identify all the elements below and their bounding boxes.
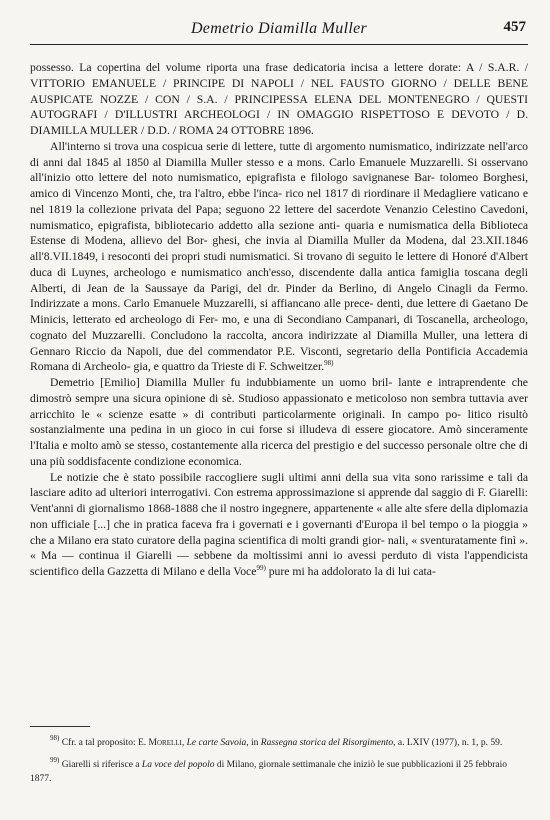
paragraph-last-years: [30, 470, 528, 580]
text-line: a lettere dorate: A / S.A.R. / VITTORIO EMANUELE / PRINCIPE DI: [30, 61, 529, 90]
text-line: AUTOGRAFI / D'ILLUSTRI ARCHEOLOGI / IN OMAGGIO RISPETTOSO: [30, 108, 430, 122]
text-line: Indirizzate a mons. Carlo Emanuele Muzzarelli, si affiancano alle prece-: [30, 297, 374, 311]
text-line: « alle alte sfere della diplomazia non ufficiale [...] che in pratica faceva: [30, 502, 529, 531]
text-line: Con estrema approssimazione si apprende dal saggio di F. Giarelli:: [213, 486, 528, 500]
text-line: nali, « sventuratamente finì ». « Ma — continua il Giarelli — sebbene da: [30, 533, 528, 563]
text-line: moltissimi anni io avessi perduto di vista l'appendicista scientifico della: [30, 549, 528, 578]
body-text: [30, 60, 528, 580]
footnote-99: [30, 758, 528, 786]
footnote-ref-98[interactable]: 98): [324, 359, 334, 368]
page-number: 457: [503, 19, 526, 35]
text-line: All'interno si trova una cospicua serie di lettere, tutte di argomento: [50, 139, 366, 153]
text-line: litico risultò sostanzialmente una pedina in un gioco in cui forse si: [30, 407, 529, 437]
text-line: mo, e una di Secondiano Campanari, di Toscanella, archeologo, cognato: [30, 313, 529, 342]
paragraph-letters: [30, 139, 528, 375]
text-line: Cavedoni, numismatico, epigrafista, bibliotecario addetto alla sezione anti-: [30, 202, 529, 232]
footnote-text: Giarelli si riferisce a: [59, 760, 142, 770]
footnote-text: Cfr. a tal proposito: E.: [59, 738, 149, 748]
footnote-text: , a. LXIV (1977), n. 1, p. 59.: [393, 738, 503, 748]
running-title: Demetrio Diamilla Muller: [190, 20, 368, 37]
footnote-text: ,: [181, 738, 187, 748]
paragraph-dedication: [30, 60, 528, 139]
running-header: [30, 14, 528, 45]
text-line: privata del Papa; seguono 22 lettere del sacerdote Venanzio Celestino: [140, 202, 477, 216]
text-line: Studioso appassionato e meticoloso non sembra tuttavia aver arricchito: [30, 391, 528, 421]
footnote-mark: 98): [50, 734, 60, 742]
text-line: numismatico, indirizzate nell'arco di anni dal 1845 al 1850 al Diamilla: [30, 139, 528, 169]
text-line: possesso. La copertina del volume riporta una frase dedicatoria incisa: [30, 61, 378, 74]
text-line: Demetrio [Emilio] Diamilla Muller fu indubbiamente un uomo bril-: [50, 376, 393, 389]
footnote-separator: [30, 726, 90, 727]
text-line: Vent'anni di giornalismo 1868-1888 che il nostro ingegnere, appartenente: [30, 502, 374, 515]
text-line: illudeva di essere giocatore. Amò sinceramente l'Italia e molto amò se: [30, 423, 528, 452]
footnote-98: [30, 736, 528, 750]
text-line: E DEVOTO / D. DIAMILLA MULLER / D.D. / ROMA 24 OTTOBRE 1896.: [30, 108, 528, 137]
footnote-title: Le carte Savoia: [186, 738, 247, 748]
footnote-title: La voce del popolo: [141, 760, 215, 770]
footnote-author: Morelli: [148, 738, 182, 748]
paragraph-portrait: [30, 375, 528, 470]
footnote-text: di Milano, giornale settimanale che iniziò le sue pubblicazioni il 25 febbraio 1877.: [30, 760, 508, 784]
text-line: a Milano era stato curatore della pagina scientifica di molti grandi gior-: [49, 533, 385, 547]
text-line: ghesi, che invia al Diamilla Muller da Modena, dal 23.XII.1846 all'8.VII.1849,: [30, 234, 529, 263]
footnote-journal: Rassegna storica del Risorgimento: [260, 738, 394, 748]
text-line: discendente dalla antica famiglia toscana degli Alberti, di Jean de la: [30, 265, 529, 295]
footnotes: [30, 736, 528, 794]
text-line: le « scienze esatte » di contributi particolarmente originali. In campo po-: [81, 407, 462, 421]
text-line: NAPOLI / NEL FAUSTO GIORNO / DELLE BENE AUSPICATE NOZZE /: [30, 76, 528, 106]
text-line: oltre che di una più soddisfacente condizione economica.: [30, 439, 529, 468]
text-line: Muller stesso e a mons. Carlo Emanuele Muzzarelli. Si osservano all'inizio: [30, 155, 529, 185]
text-line: stesso, costantemente alla ricerca del prestigio e del successo personale: [137, 439, 472, 452]
text-line: CON / S.A. / PRINCIPESSA ELENA DEL MONTENEGRO / QUESTI: [155, 92, 529, 106]
footnote-ref-99[interactable]: 99): [256, 564, 266, 572]
text-line: Gazzetta di Milano e della Voce: [107, 565, 257, 578]
text-line: sua vita sono rarissime e tali da lasciare adito ad ulteriori interrogativi.: [30, 470, 529, 500]
footnote-text: , in: [246, 738, 261, 748]
text-line: Saussaye da Parigi, del dr. Pinder da Berlino, di Angelo Cinagli da Fermo.: [144, 281, 528, 295]
text-line: otto lettere del noto numismatico, epigrafista e filologo savignanese Bar-: [75, 171, 435, 185]
text-line: P.E. Visconti, segretario della Pontificia Accademia Romana di Archeolo-: [30, 344, 528, 374]
text-line: pure mi ha addolorato la di lui cata-: [265, 565, 436, 578]
text-line: Muller, una lettera di Gennaro Riccio da Napoli, due del commendator: [30, 328, 529, 358]
text-line: gia, e quattro da Trieste di F. Schweitzer.: [133, 360, 325, 374]
text-line: rico nel 1817 di riordinare il Medagliere vaticano e nel 1819 la collezione: [30, 187, 529, 216]
text-line: Le notizie che è stato possibile raccogliere sugli ultimi anni della: [50, 470, 369, 484]
text-line: fra i governati e i governanti d'Europa il bel tempo o la pioggia » che: [30, 517, 529, 547]
footnote-mark: 99): [50, 756, 60, 764]
text-line: lante e intraprendente che dimostrò sempre una sicura opinione di sè.: [30, 376, 528, 405]
text-line: tolomeo Borghesi, amico di Vincenzo Monti, che, tra l'altro, ebbe l'inca-: [30, 171, 529, 200]
text-line: di Honoré d'Albert duca di Luynes, archeologo e numismatico anch'esso,: [30, 250, 529, 279]
text-line: i resoconti dei propri studi numismatici. Si trovano di seguito le lettere: [101, 250, 437, 263]
text-line: del Muzzarelli. Concludono la raccolta, ancora indirizzate al Diamilla: [72, 328, 418, 342]
text-line: denti, due lettere di Gaetano De Minicis, letterato ed archeologo di Fer-: [30, 297, 529, 326]
text-line: quaria e numismatica della Biblioteca Estense di Modena, allievo del Bor-: [30, 218, 529, 248]
